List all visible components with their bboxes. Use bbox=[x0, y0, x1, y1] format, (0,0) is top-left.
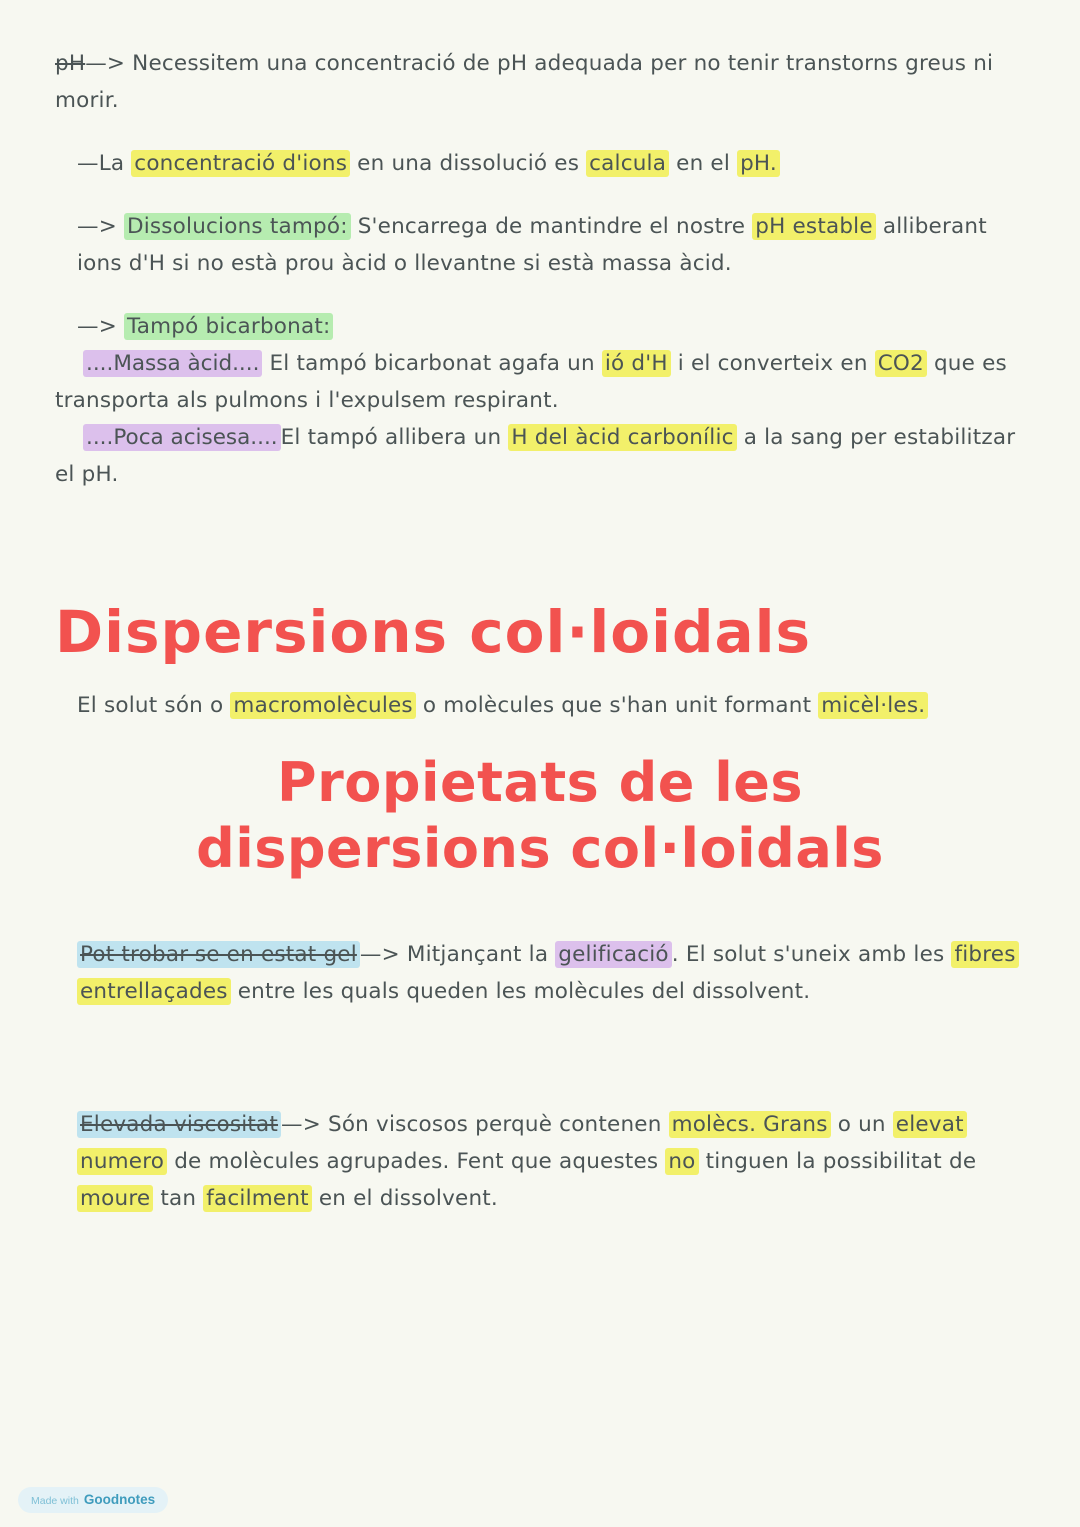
highlight-facilment: facilment bbox=[203, 1185, 312, 1212]
text-segment: S'encarrega de mantindre el nostre bbox=[350, 214, 753, 239]
text-segment: —> bbox=[77, 214, 124, 239]
heading-dispersions-colloidals: Dispersions col·loidals bbox=[55, 598, 812, 666]
text-segment: en una dissolució es bbox=[350, 151, 587, 176]
highlight-h-acid-carbonilic: H del àcid carbonílic bbox=[508, 424, 736, 451]
text-segment: de molècules agrupades. Fent que aquestes bbox=[167, 1148, 666, 1174]
highlight-macromolecules: macromolècules bbox=[230, 692, 415, 719]
text-segment: o molècules que s'han unit formant bbox=[415, 692, 819, 718]
text-segment: El solut són o bbox=[77, 692, 231, 718]
text-segment: El tampó allibera un bbox=[280, 425, 509, 450]
highlight-massa-acid: ....Massa àcid.... bbox=[83, 350, 262, 377]
highlight-elevada-viscositat: Elevada viscositat bbox=[77, 1111, 281, 1138]
highlight-io-dh: ió d'H bbox=[602, 350, 671, 377]
heading-propietats-line1: Propietats de les bbox=[277, 750, 803, 814]
highlight-micelles: micèl·les. bbox=[818, 692, 928, 719]
goodnotes-watermark bbox=[18, 1487, 168, 1513]
watermark-made-with: Made with bbox=[31, 1495, 79, 1507]
highlight-pot-trobar-se-estat-gel: Pot trobar-se en estat gel bbox=[77, 941, 360, 968]
highlight-co2: CO2 bbox=[875, 350, 927, 377]
highlight-ph-estable: pH estable bbox=[752, 213, 876, 240]
tampo-bicarbonat-poca-acisesa bbox=[55, 419, 1025, 493]
highlight-fibres-entrellacades: fibres entrellaçades bbox=[77, 941, 1019, 1005]
text-segment: o un bbox=[830, 1111, 893, 1137]
text-segment: El tampó bicarbonat agafa un bbox=[262, 351, 602, 376]
heading-propietats bbox=[55, 750, 1025, 882]
paragraph-tampo-bicarbonat bbox=[55, 308, 1025, 493]
text-segment: tinguen la possibilitat de bbox=[698, 1148, 977, 1174]
highlight-dissolucions-tampo: Dissolucions tampó: bbox=[124, 213, 351, 240]
highlight-no: no bbox=[665, 1148, 698, 1175]
paragraph-ph bbox=[55, 45, 1025, 119]
highlight-ph: pH. bbox=[737, 150, 780, 177]
strikethrough-ph: pH bbox=[55, 51, 86, 76]
text-segment: —> Són viscosos perquè contenen bbox=[281, 1111, 669, 1137]
tampo-bicarbonat-massa-acid bbox=[55, 345, 1025, 419]
text-segment: —> bbox=[77, 314, 124, 339]
highlight-molecs-grans: molècs. Grans bbox=[669, 1111, 831, 1138]
highlight-gelificacio: gelificació bbox=[555, 941, 672, 968]
paragraph-viscositat bbox=[55, 1106, 1025, 1217]
paragraph-estat-gel bbox=[55, 936, 1025, 1010]
text-segment: tan bbox=[153, 1185, 204, 1211]
paragraph-dissolucions-tampo bbox=[55, 208, 1025, 282]
highlight-elevat-numero: elevat numero bbox=[77, 1111, 967, 1175]
text-segment: en el bbox=[669, 151, 738, 176]
highlight-calcula: calcula bbox=[586, 150, 669, 177]
text-segment: —La bbox=[77, 151, 132, 176]
paragraph-concentracio bbox=[55, 145, 1025, 182]
text-segment: que es transporta als pulmons i l'expulsem respirant. bbox=[55, 351, 1007, 413]
highlight-concentracio-ions: concentració d'ions bbox=[131, 150, 350, 177]
highlight-tampo-bicarbonat: Tampó bicarbonat: bbox=[124, 313, 333, 340]
text-segment: a la sang per estabilitzar el pH. bbox=[55, 425, 1016, 487]
text-segment: en el dissolvent. bbox=[311, 1185, 498, 1211]
text-segment: . El solut s'uneix amb les bbox=[671, 941, 952, 967]
watermark-brand: Goodnotes bbox=[83, 1492, 156, 1507]
tampo-bicarbonat-heading bbox=[55, 308, 1025, 345]
text-segment: i el converteix en bbox=[670, 351, 875, 376]
text-segment: —> Mitjançant la bbox=[359, 941, 556, 967]
highlight-moure: moure bbox=[77, 1185, 153, 1212]
text-segment: entre les quals queden les molècules del dissolvent. bbox=[230, 978, 811, 1004]
paragraph-ph-text: —> Necessitem una concentració de pH adequada per no tenir transtorns greus ni morir. bbox=[55, 51, 994, 113]
heading-propietats-line2: dispersions col·loidals bbox=[196, 816, 884, 880]
text-segment: alliberant ions d'H si no està prou àcid o llevantne si està massa àcid. bbox=[77, 214, 987, 276]
paragraph-solut bbox=[55, 687, 1025, 724]
highlight-poca-acisesa: ....Poca acisesa.... bbox=[83, 424, 281, 451]
